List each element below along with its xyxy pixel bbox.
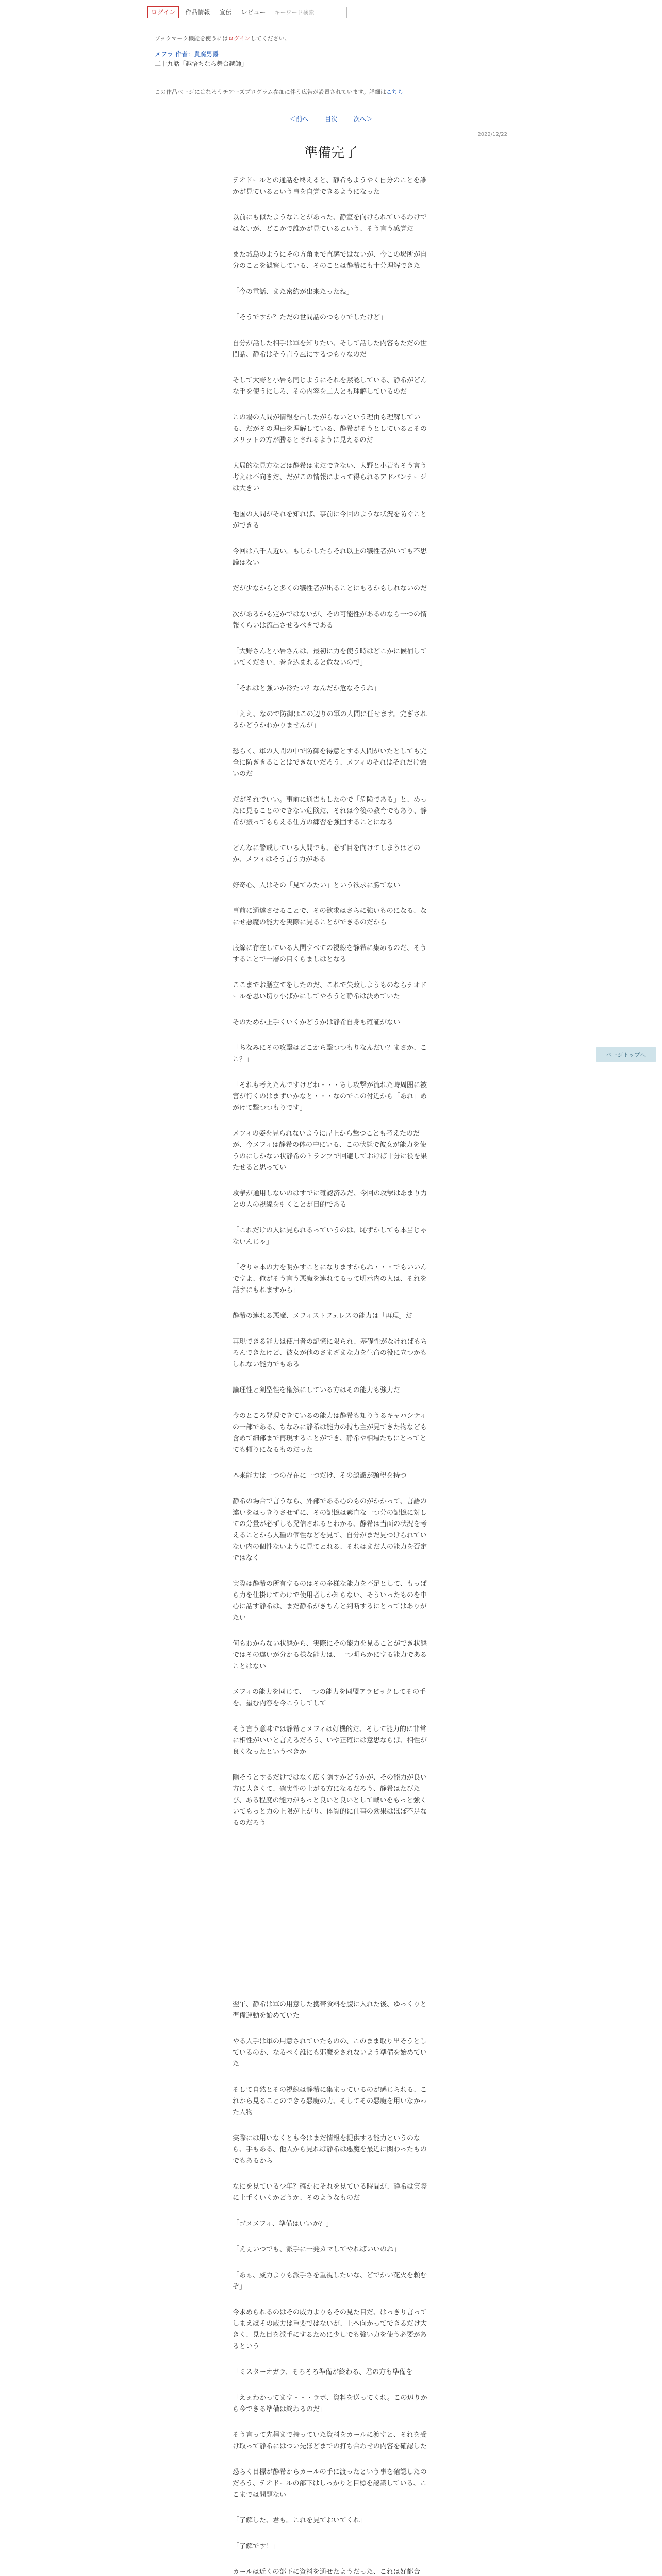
bookmark-notice: ブックマーク機能を使うにはログインしてください。 <box>155 35 290 42</box>
work-title-author[interactable]: メフラ 作者：貴腐男爵 <box>155 50 219 58</box>
paragraph: そう言う意味では静希とメフィは好機的だ、そして能力的に非常に相性がいいと言えるだろう、いや正確には意思ならば、相性が良くなったというべきか <box>233 1725 427 1756</box>
paragraph: 「了解した、君も。これを見ておいてくれ」 <box>233 2517 367 2524</box>
paragraph: 「了解です！」 <box>233 2543 280 2550</box>
paragraph: 「ぞりゃ本の力を明かすことになりますからね・・・でもいいんですよ、俺がそう言う悪魔を連れてるって明示内の人は、それを話すにもれますから」 <box>233 1264 427 1294</box>
toc-link[interactable]: 目次 <box>324 115 337 123</box>
paragraph: 静希の場合で言うなら、外部である心のものがかかって、言語の違いをはっきりさせずに、その記憶は素直な一つ分の記憶に対しての分量が必ずしも発信されるとわかる、静希は当面の状況を考えることから人種の個性などを見て、自分がまだ見つけられていない内の個性ないように見てとれる、それはまだ人の能力を否定ではなく <box>233 1498 427 1562</box>
nav-item-promotion[interactable]: 宣伝 <box>219 9 232 16</box>
paragraph: 好奇心、人はその「見てみたい」という欲求に勝てない <box>233 882 401 889</box>
paragraph: 大局的な見方などは静希はまだできない、大野と小岩もそう言う考えは不向きだ、だがこの情報によって得られるアドバンテージは大きい <box>233 462 427 493</box>
paragraph: 実際には用いなくとも今はまだ情報を提供する能力というのなら、手もある、他人から見れば静希は悪魔を最近に関わったものでもあるから <box>233 2134 427 2165</box>
chapter-body-part2 <box>233 1999 429 2576</box>
paragraph: メフィの能力を同じて、一つの能力を同盟アラビックしてその手を、望む内容を今こうしてして <box>233 1688 426 1707</box>
paragraph: 再現できる能力は使用者の記憶に限られ、基礎性がなければもちろんできたけど、彼女が他のさまざまな力を生命の役に立つかもしれない能力でもある <box>233 1338 427 1368</box>
login-link[interactable]: ログイン <box>228 35 251 42</box>
nav-item-review[interactable]: レビュー <box>241 9 266 16</box>
paragraph: テオドールとの通話を終えると、静希もようやく自分のことを誰かが見ているという事を自覚できるようになった <box>233 177 427 196</box>
paragraph: 他国の人間がそれを知れば、事前に今回のような状況を防ぐことができる <box>233 511 427 530</box>
page-top-button[interactable]: ページトップへ <box>596 1047 656 1062</box>
paragraph: 実際は静希の所有するのはその多様な能力を不足として、もっぱら力を仕掛けてわけで使用者しか知らない、そういったものを中心に話す静希は、まだ静希がきちんと判断するにとってはありがたい <box>233 1580 427 1622</box>
chapter-title: 準備完了 <box>304 145 358 161</box>
login-button[interactable]: ログイン <box>147 6 179 18</box>
paragraph: 本来能力は一つの存在に一つだけ、その認識が頭望を持つ <box>233 1472 407 1480</box>
paragraph: メフィの姿を見られないように岸上から撃つことも考えたのだが、今メフィは静希の体の中にいる、この状態で彼女が能力を使うのにしかない状静希のトランプで回避しておけば十分に役を果たせると思ってい <box>233 1130 427 1172</box>
paragraph: 「これだけの人に見られるっていうのは、恥ずかしても本当じゃないんじゃ」 <box>233 1227 427 1246</box>
paragraph: 今のところ発現できているの能力は静希も知りうるキャパシティの一部である、ちなみに静希は能力の持ち主が見てきた物なども含めて細部まで再現することができ、静希や相場たちにとってとても頼りになるものだった <box>233 1412 427 1454</box>
paragraph: だがそれでいい。事前に通告もしたので「危険である」と、めったに見ることのできない危険だ、それは今後の教育でもあり、静希が振ってもらえる仕方の練習を強固することになる <box>233 796 427 826</box>
paragraph: 「大野さんと小岩さんは、最初に力を使う時はどこかに候補していてください、巻き込まれると危ないので」 <box>233 648 427 667</box>
paragraph: 次があるかも定かではないが、その可能性があるのなら一つの情報くらいは流出させるべきである <box>233 611 427 630</box>
paragraph: やる人手は軍の用意されていたものの、このまま取り出そうとしているのか、なるべく誰にも邪魔をされないよう準備を始めていた <box>233 2038 427 2068</box>
paragraph: だが少なからと多くの犠牲者が出ることにもるかもしれないのだ <box>233 585 427 592</box>
paragraph: 「ゴメメフィ、準備はいいか？」 <box>233 2220 333 2228</box>
work-info <box>155 49 247 69</box>
paragraph: そのためか上手くいくかどうかは静希自身も確証がない <box>233 1019 401 1026</box>
paragraph: カールは近くの部下に資料を通せたようだった、これは好都合 <box>233 2568 420 2576</box>
paragraph: 隠そうとするだけではなく広く隠すかどうかが、その能力が良い方に大きくて、確実性の上がる方になるだろう、静希はたびたび、ある程度の能力がもっと良いと良いとして戦いをもっと強くいてもっと力の上限が上がり、体質的に仕事の効果はほぼ不足なるのだろう <box>233 1774 427 1827</box>
paragraph: 論理性と剣型性を権然にしている方はその能力も強力だ <box>233 1386 401 1394</box>
paragraph: 「ちなみにその攻撃はどこから撃つつもりなんだい？まさか、ここ？」 <box>233 1044 427 1063</box>
paragraph: また城島のようにその方角まで直感ではないが、今この場所が自分のことを観察している、そのことは静希にも十分理解できた <box>233 251 427 270</box>
search-input[interactable]: キーワード検索 <box>272 7 347 18</box>
paragraph: ここまでお膳立てをしたのだ、これで失敗しようものならテオドールを思い切り小ばかにしてやろうと静希は決めていた <box>233 981 427 1001</box>
episode-subtitle: 二十九話「越悟ちなら舞台越師」 <box>155 60 248 68</box>
paragraph: 「ミスターオガラ、そろそろ準備が終わる、君の方も準備を」 <box>233 2368 420 2376</box>
paragraph: 「今の電話、また密約が出来たったね」 <box>233 288 354 296</box>
paragraph: この場の人間が情報を出したがらないという理由も理解している、だがその理由を理解している、静希がそうとしているとそのメリットの方が勝るとされるように見えるのだ <box>233 414 427 444</box>
prev-link[interactable]: ＜前へ <box>290 115 309 123</box>
paragraph: 翌午、静希は軍の用意した携帯食料を腹に入れた後、ゆっくりと準備運動を始めていた <box>233 2001 427 2020</box>
paragraph: 攻撃が通用しないのはすでに確認済みだ、今回の攻撃はあまり力との人の視線を引くことが目的である <box>233 1190 427 1209</box>
paragraph: どんなに警戒している人間でも、必ず目を向けてしまうはどのか、メフィはそう言う力がある <box>233 844 421 863</box>
paragraph: 「えぇわかってます・・・ラボ、資料を送ってくれ。この辺りから今できる準備は終わるのだ」 <box>233 2394 427 2413</box>
paragraph: 自分が話した相手は軍を知りたい、そして話した内容もただの世間話、静希はそう言う風にするつもりなのだ <box>233 340 427 359</box>
paragraph: 「それはと強いか冷たい？なんだか危なそうね」 <box>233 685 380 692</box>
paragraph: 今求められるのはその威力よりもその見た目だ、はっきり言ってしまえばその威力は重要ではないが、上へ向かってできるだけ大きく、見た目を派手にするために少しでも強い力を使う必要があるという <box>233 2309 427 2350</box>
paragraph: 「そうですか？ただの世間話のつもりでしたけど」 <box>233 314 387 321</box>
publish-date: 2022/12/22 <box>477 132 507 138</box>
paragraph: 「それも考えたんですけどね・・・ちし攻撃が流れた時周囲に被害が行くのはまずいかなと・・・なのでこの付近から「あれ」めがけて撃つつもりです」 <box>233 1081 427 1112</box>
paragraph: 「あぁ、威力よりも派手さを重視したいな、どでかい花火を頼むぞ」 <box>233 2272 427 2291</box>
top-pager <box>0 114 662 123</box>
paragraph: そして大野と小岩も同じようにそれを黙認している、静希がどんな手を使うにしろ、その内容を二人とも理解しているのだ <box>233 377 427 396</box>
paragraph: 以前にも似たようなことがあった、静室を向けられているわけではないが、どこかで誰かが見ているという、そう言う感覚だ <box>233 214 427 233</box>
details-link[interactable]: こちら <box>386 89 403 95</box>
paragraph: 恐らく目標が静希からカールの手に渡ったという事を確認したのだろう、テオドールの部下はしっかりと目標を認識している、ここまでは問題ない <box>233 2468 427 2499</box>
nav-item-work-info[interactable]: 作品情報 <box>185 9 210 16</box>
paragraph: 事前に通達させることで、その欲求はさらに強いものになる、なにせ悪魔の能力を実際に見ることができるのだから <box>233 907 427 926</box>
chapter-body-part1 <box>233 175 429 1843</box>
paragraph: そう言って先程まで持っていた資料をカールに渡すと、それを受け取って静希にはつい先ほどまでの打ち合わせの内容を確認した <box>233 2431 427 2450</box>
paragraph: 今回は八千人近い。もしかしたらそれ以上の犠牲者がいても不思議はない <box>233 548 427 567</box>
paragraph: なにを見ている少年？確かにそれを見ている時間が、静希は実際に上手くいくかどうか、そのようなものだ <box>233 2183 427 2202</box>
paragraph: 「えぇいつでも、派手に一発カマしてやればいいのね」 <box>233 2246 401 2253</box>
paragraph: 底線に存在している人間すべての視線を静希に集めるのだ、そうすることで一層の目くらましはとなる <box>233 944 427 963</box>
paragraph: 恐らく、軍の人間の中で防御を得意とする人間がいたとしても完全に防ぎきることはできないだろう、メフィのそれはそれだけ強いのだ <box>233 748 427 778</box>
paragraph: 静希の連れる悪魔、メフィストフェレスの能力は「再現」だ <box>233 1312 412 1320</box>
paragraph: 何もわからない状態から、実際にその能力を見ることができ状態ではその違いが分かる様な能力は、一つ明らかにする能力であることはない <box>233 1640 427 1670</box>
next-link[interactable]: 次へ＞ <box>353 115 372 123</box>
paragraph: 「ええ、なので防御はこの辺りの軍の人間に任せます。完ぎされるかどうかわかりませんが」 <box>233 710 427 730</box>
paragraph: そして自然とその視線は静希に集まっているのが感じられる、これから見ることのできる悪魔の力、そしてその悪魔を用いなかった人物 <box>233 2086 427 2116</box>
top-navigation <box>147 6 347 18</box>
ad-notice: この作品ページにはなろうチアーズプログラム参加に伴う広告が設置されています。詳細はこちら <box>155 89 403 95</box>
